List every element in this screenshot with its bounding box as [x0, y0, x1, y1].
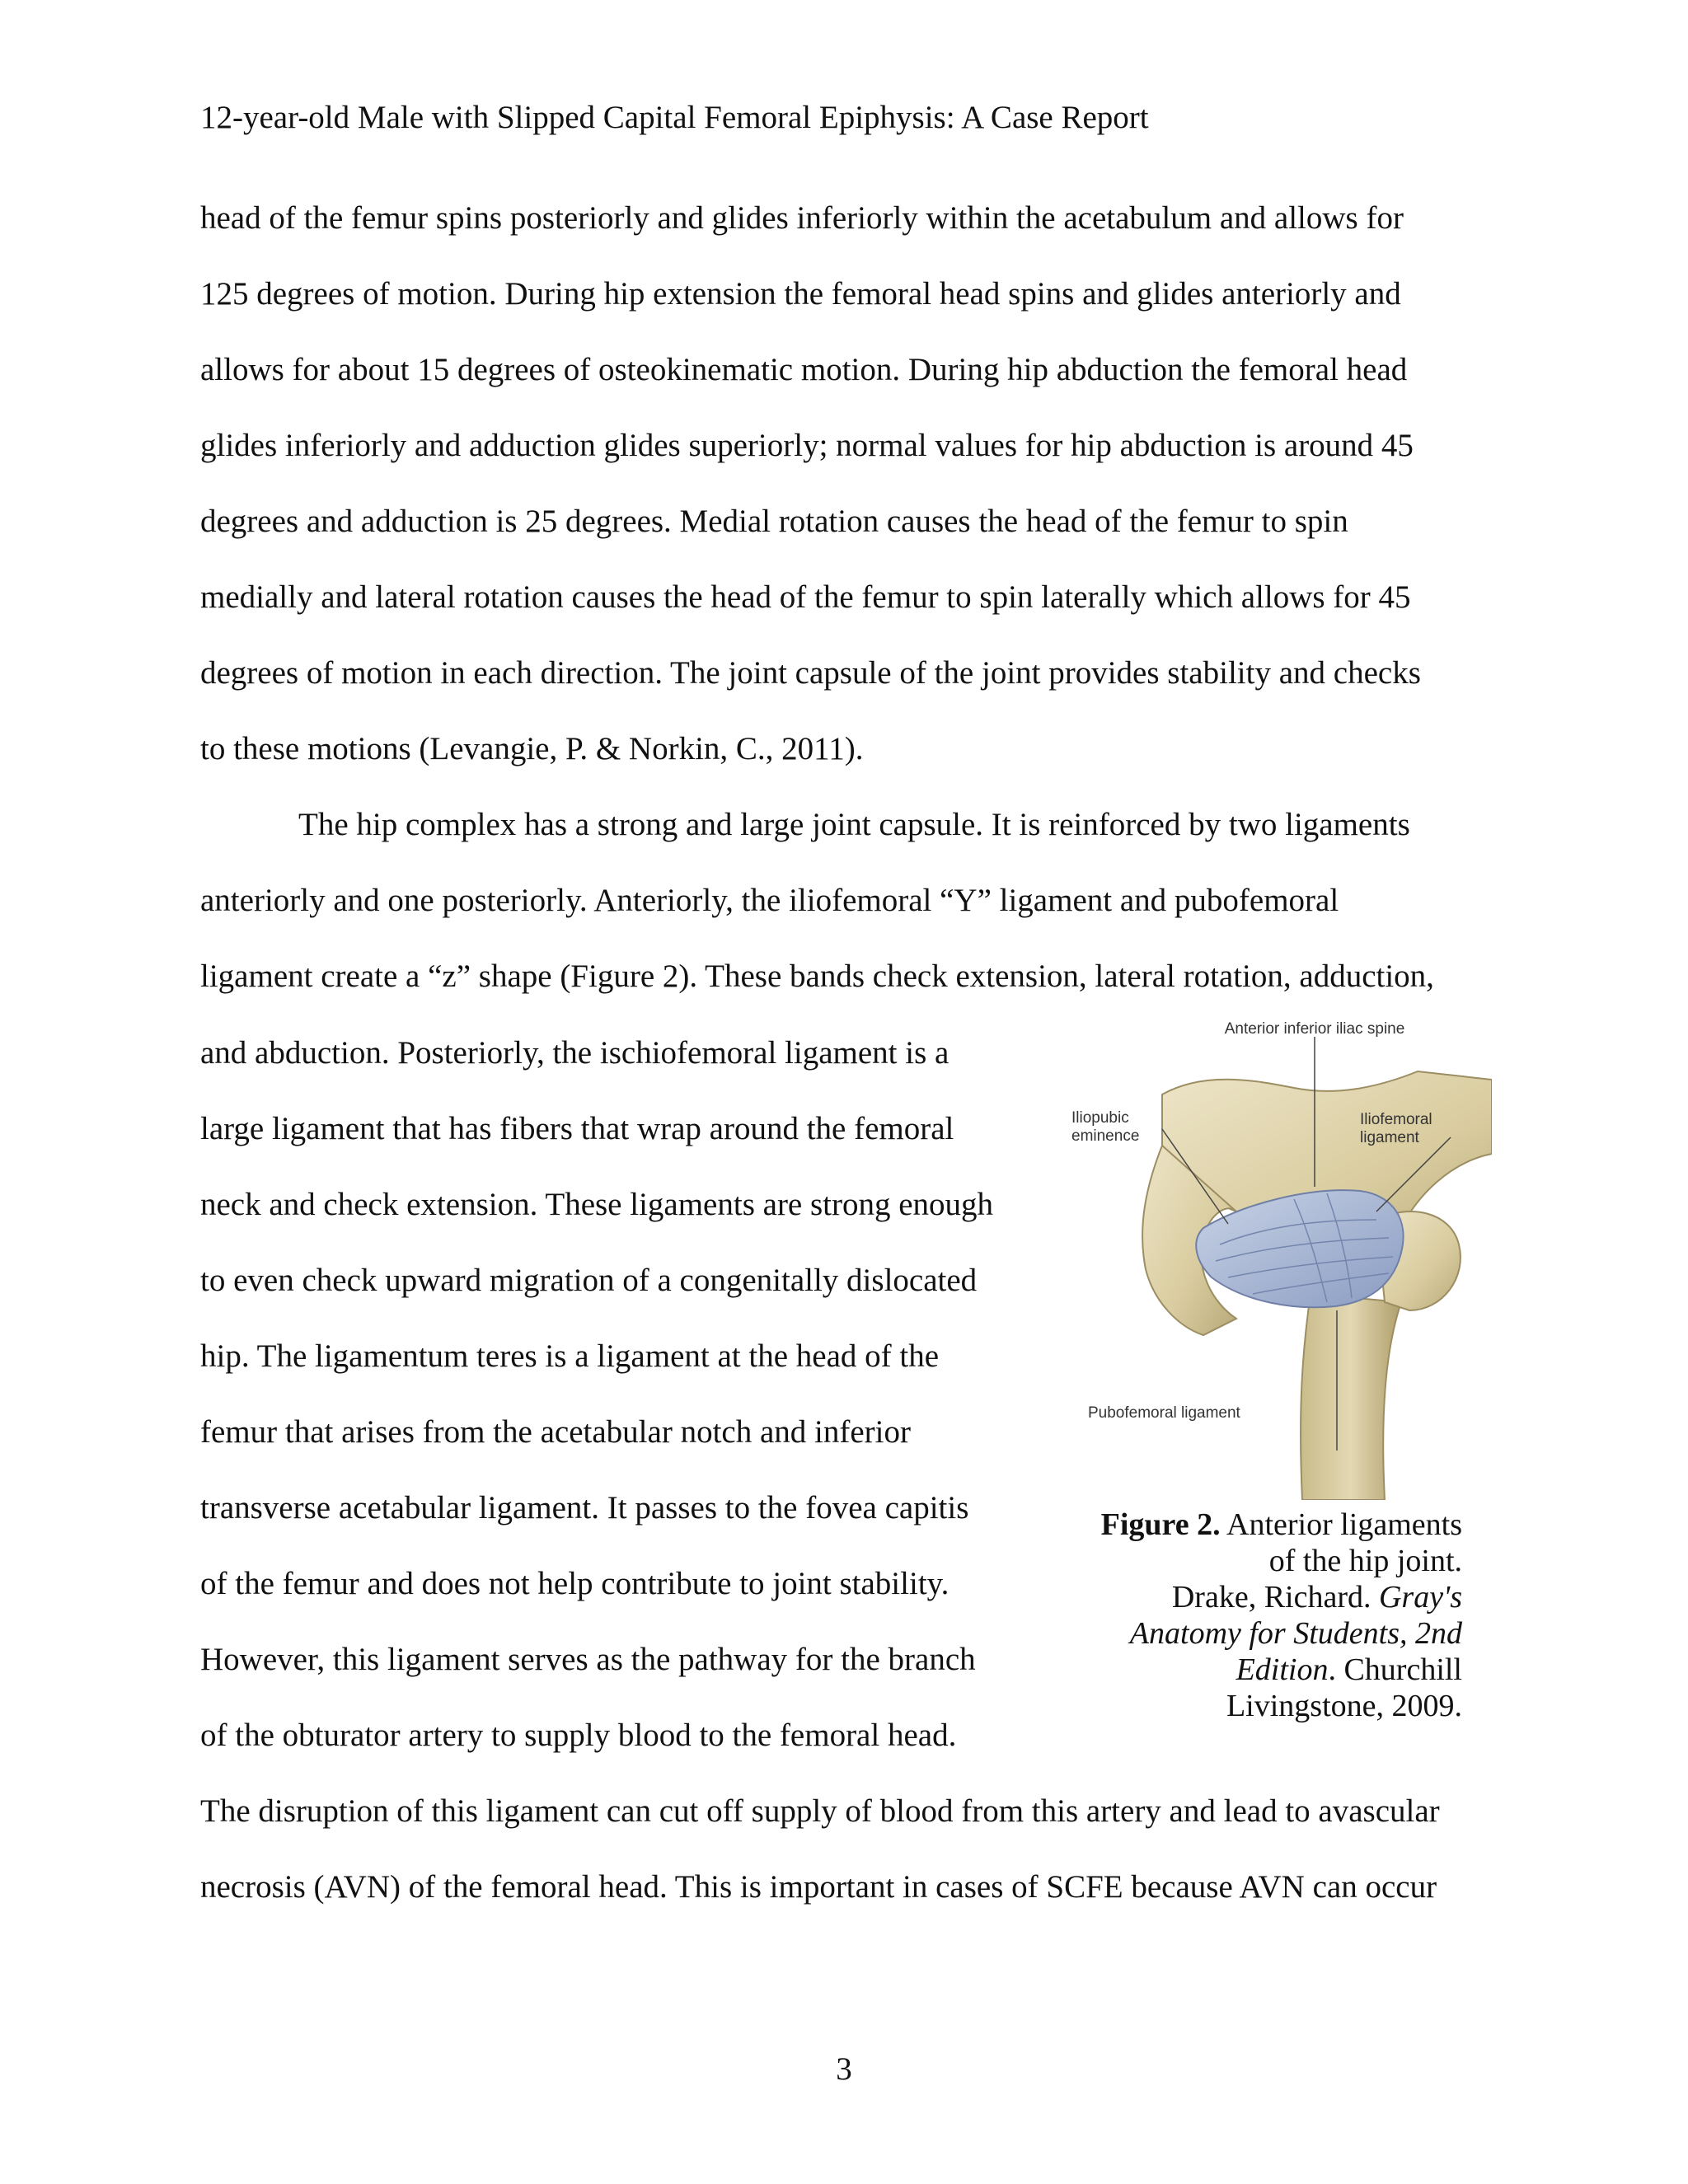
caption-line-1: [1055, 1507, 1462, 1543]
label-iliopubic-eminence-line2: eminence: [1071, 1127, 1140, 1145]
body-line-23: necrosis (AVN) of the femoral head. This is important in cases of SCFE because AVN can occur: [200, 1869, 1437, 1905]
body-line-14: neck and check extension. These ligaments are strong enough: [200, 1187, 994, 1222]
body-line-20: However, this ligament serves as the pathway for the branch: [200, 1642, 976, 1677]
body-line-12: and abduction. Posteriorly, the ischiofemoral ligament is a: [200, 1035, 950, 1071]
body-line-15: to even check upward migration of a congenitally dislocated: [200, 1263, 978, 1298]
body-line-3: allows for about 15 degrees of osteokinematic motion. During hip abduction the femoral head: [200, 352, 1408, 387]
figure-caption: [1055, 1507, 1462, 1724]
body-line-11: ligament create a “z” shape (Figure 2). These bands check extension, lateral rotation, adduction,: [200, 958, 1434, 994]
label-iliopubic-eminence-line1: Iliopubic: [1071, 1109, 1129, 1127]
caption-book-title-c: Edition: [1236, 1652, 1329, 1687]
body-line-1: head of the femur spins posteriorly and glides inferiorly within the acetabulum and allows for: [200, 200, 1404, 236]
body-line-6: medially and lateral rotation causes the head of the femur to spin laterally which allows for 45: [200, 579, 1411, 615]
body-line-5: degrees and adduction is 25 degrees. Medial rotation causes the head of the femur to spin: [200, 504, 1348, 539]
body-line-13: large ligament that has fibers that wrap around the femoral: [200, 1111, 954, 1146]
caption-figure-label: Figure 2.: [1100, 1507, 1221, 1542]
body-line-4: glides inferiorly and adduction glides superiorly; normal values for hip abduction is around 45: [200, 428, 1414, 463]
label-iliofemoral-ligament-line2: ligament: [1360, 1129, 1419, 1146]
body-line-17: femur that arises from the acetabular notch and inferior: [200, 1414, 911, 1450]
body-line-8: to these motions (Levangie, P. & Norkin, C., 2011).: [200, 731, 864, 766]
body-line-19: of the femur and does not help contribute to joint stability.: [200, 1566, 950, 1601]
body-line-21: of the obturator artery to supply blood to the femoral head.: [200, 1718, 957, 1753]
caption-author: Drake, Richard.: [1171, 1580, 1379, 1615]
body-line-9: The hip complex has a strong and large joint capsule. It is reinforced by two ligaments: [298, 807, 1410, 842]
label-iliofemoral-ligament-line1: Iliofemoral: [1360, 1111, 1432, 1128]
caption-line-5: [1055, 1652, 1462, 1688]
body-line-10: anteriorly and one posteriorly. Anteriorly, the iliofemoral “Y” ligament and pubofemoral: [200, 883, 1339, 918]
caption-book-title-b: Anatomy for Students, 2nd: [1129, 1616, 1462, 1651]
body-line-2: 125 degrees of motion. During hip extension the femoral head spins and glides anteriorly and: [200, 276, 1401, 312]
caption-line-4: [1055, 1615, 1462, 1652]
caption-book-title-a: Gray's: [1378, 1580, 1462, 1615]
body-line-18: transverse acetabular ligament. It passes to the fovea capitis: [200, 1490, 969, 1526]
caption-line-6: Livingstone, 2009.: [1226, 1689, 1462, 1723]
running-head: 12-year-old Male with Slipped Capital Femoral Epiphysis: A Case Report: [200, 100, 1149, 135]
caption-line-2: of the hip joint.: [1268, 1544, 1462, 1578]
hip-ligament-illustration: [1063, 1022, 1492, 1500]
caption-publisher: . Churchill: [1328, 1652, 1462, 1687]
caption-title: Anterior ligaments: [1220, 1507, 1462, 1542]
body-line-16: hip. The ligamentum teres is a ligament at the head of the: [200, 1338, 940, 1374]
page-number: 3: [836, 2051, 852, 2087]
label-anterior-inferior-iliac-spine: Anterior inferior iliac spine: [1224, 1022, 1405, 1038]
body-line-22: The disruption of this ligament can cut off supply of blood from this artery and lead to avascular: [200, 1793, 1440, 1829]
femur-shaft: [1301, 1294, 1401, 1500]
caption-line-3: [1055, 1579, 1462, 1615]
hip-anatomy-drawing: [1063, 1022, 1492, 1500]
label-pubofemoral-ligament: Pubofemoral ligament: [1088, 1404, 1240, 1422]
body-line-7: degrees of motion in each direction. The joint capsule of the joint provides stability and checks: [200, 655, 1421, 691]
